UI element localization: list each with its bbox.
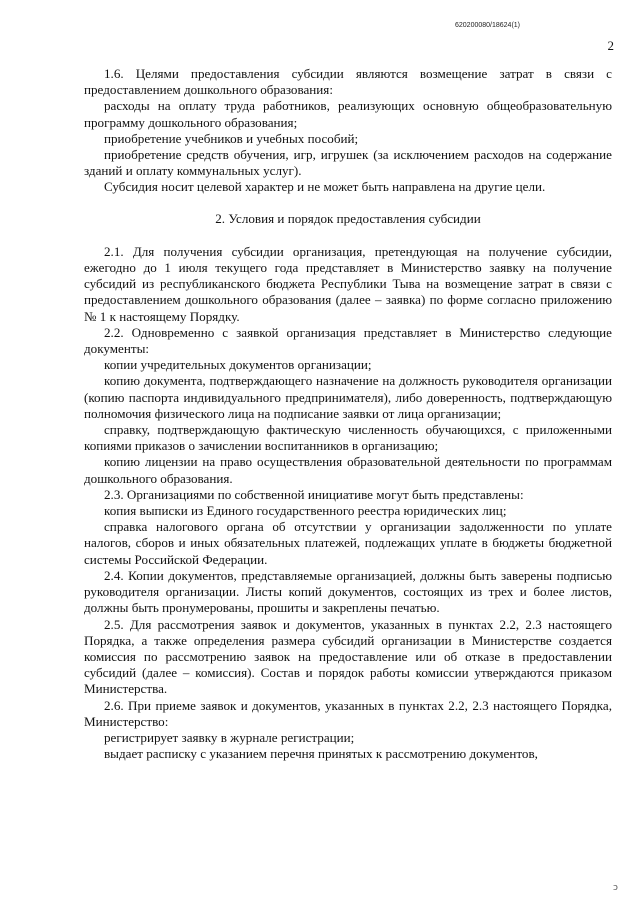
document-body	[84, 66, 612, 762]
list-item: справка налогового органа об отсутствии у организации задолженности по уплате налогов, сборов и иных обязательных платежей, подлежащих уплате в бюджеты бюджетной системы Российской Федерации.	[84, 519, 612, 567]
list-item: справку, подтверждающую фактическую численность обучающихся, с приложенными копиями приказов о зачислении воспитанников в организацию;	[84, 422, 612, 454]
paragraph-2-2: 2.2. Одновременно с заявкой организация представляет в Министерство следующие документы:	[84, 324, 612, 357]
list-item: копия выписки из Единого государственного реестра юридических лиц;	[104, 503, 507, 519]
list-item: копию документа, подтверждающего назначение на должность руководителя организации (копию паспорта индивидуального предпринимателя), либо доверенность, подтверждающую полномочия физического лица на подписание заявки от лица организации;	[84, 373, 612, 421]
list-item: приобретение учебников и учебных пособий;	[104, 130, 359, 146]
list-item: выдает расписку с указанием перечня принятых к рассмотрению документов,	[104, 746, 538, 762]
paragraph-2-4: 2.4. Копии документов, представляемые организацией, должны быть заверены подписью руководителя организации. Листы копий документов, состоящих из трех и более листов, должны быть пронумерованы, прошиты и закреплены печатью.	[84, 567, 612, 616]
section-heading: 2. Условия и порядок предоставления субсидии	[215, 210, 481, 226]
list-item: регистрирует заявку в журнале регистрации;	[104, 729, 355, 745]
list-item: копию лицензии на право осуществления образовательной деятельности по программам дошкольного образования.	[84, 454, 612, 486]
list-item: приобретение средств обучения, игр, игрушек (за исключением расходов на содержание зданий и оплату коммунальных услуг).	[84, 147, 612, 179]
list-item: копии учредительных документов организации;	[104, 357, 372, 373]
paragraph-2-6: 2.6. При приеме заявок и документов, указанных в пунктах 2.2, 2.3 настоящего Порядка, Министерство:	[84, 697, 612, 729]
document-id: 620200080/18624(1)	[455, 22, 521, 29]
paragraph-2-1: 2.1. Для получения субсидии организация, претендующая на получение субсидии, ежегодно до 1 июля текущего года представляет в Министерство заявку на получение субсидий из республиканского бюджета Республики Тыва на возмещение затрат в связи с предоставлением дошкольного образования (далее – заявка) по форме согласно приложению № 1 к настоящему Порядку.	[84, 243, 612, 324]
page-number: 2	[607, 38, 614, 53]
subsidy-note: Субсидия носит целевой характер и не может быть направлена на другие цели.	[104, 179, 546, 195]
paragraph-2-3: 2.3. Организациями по собственной инициативе могут быть представлены:	[104, 486, 524, 502]
list-item: расходы на оплату труда работников, реализующих основную общеобразовательную программу дошкольного образования;	[84, 98, 612, 130]
paragraph-1-6: 1.6. Целями предоставления субсидии являются возмещение затрат в связи с предоставлением дошкольного образования:	[84, 66, 612, 98]
paragraph-2-5: 2.5. Для рассмотрения заявок и документов, указанных в пунктах 2.2, 2.3 настоящего Порядка, а также определения размера субсидий организации в Министерстве создается комиссия по рассмотрению заявок на предоставление или об отказе в предоставлении субсидий (далее – комиссия). Состав и порядок работы комиссии утверждаются приказом Министерства.	[84, 616, 612, 697]
scan-mark: ↄ	[613, 883, 618, 893]
